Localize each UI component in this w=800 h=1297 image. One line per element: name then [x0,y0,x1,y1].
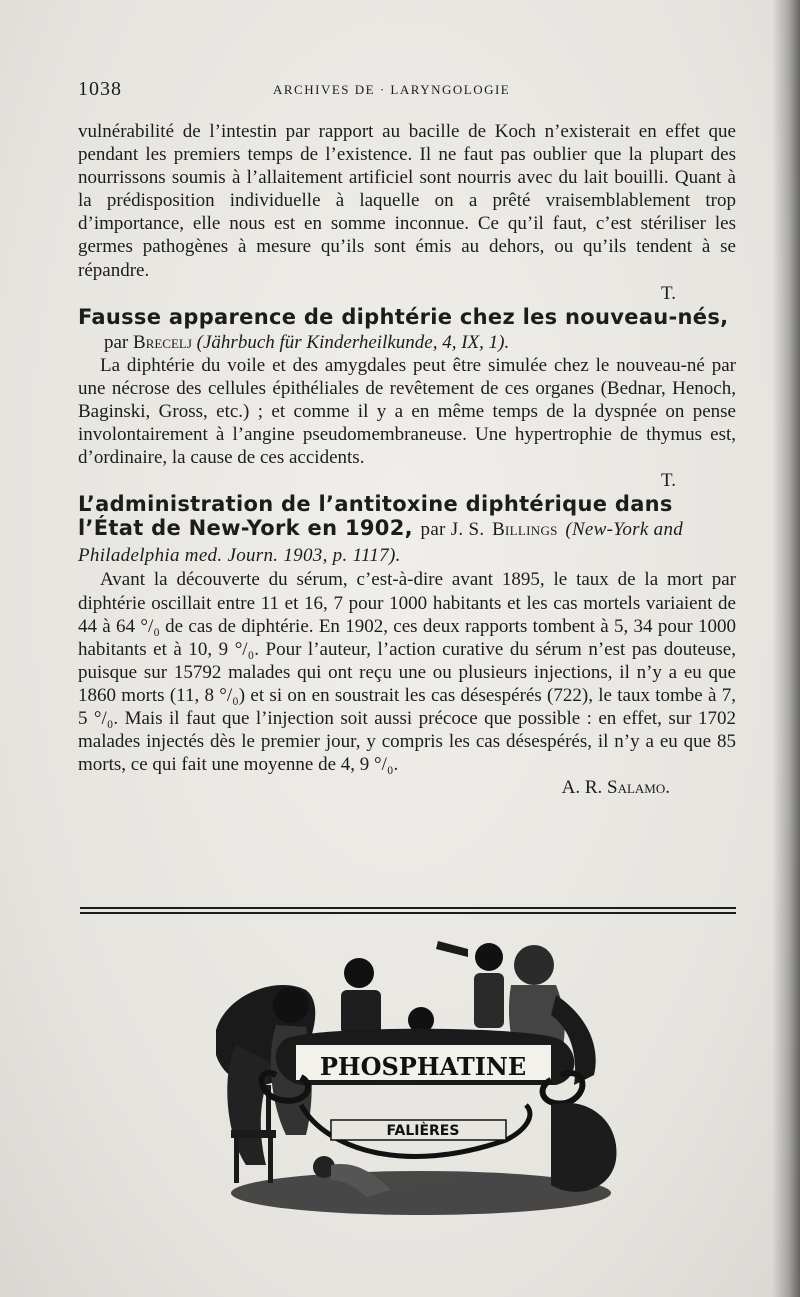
page-header [78,78,738,102]
paragraph-signature: T. [661,282,676,304]
rule-line [80,907,736,909]
source-citation: (Jährbuch für Kinderheilkunde, 4, IX, 1). [196,331,510,353]
advertisement-illustration [206,935,624,1230]
article-signature: T. [661,470,676,492]
page-number: 1038 [78,78,122,100]
binding-shadow [772,0,800,1297]
author-name: Brecelj [133,331,192,353]
source-citation: (New-York and Philadelphia med. Journ. 1903, p. 1117). [78,519,684,567]
double-rule [80,907,736,917]
article-body: La diphtérie du voile et des amygdales peut être simulée chez le nouveau-né par une nécrose des cellules épithéliales de revêtement de ces organes (Bednar, Henoch, Baginski, Gross, etc.) ; et comme il y a en même temps de la dyspnée on pense involontairement à l’angine pseudomembraneuse. Une hypertrophie de thymus est, d’ordinaire, la cause de ces accidents. [78,354,736,469]
rule-line [80,912,736,914]
article-byline [104,331,736,354]
continued-paragraph: vulnérabilité de l’intestin par rapport au bacille de Koch n’existerait en effet que pendant les premiers temps de l’existence. Il ne faut pas oublier que la plupart des nourrissons soumis à l’allaitement artificiel sont nourris avec du lait bouilli. Quant à la prédisposition individuelle à laquelle on a prêté vraisemblablement trop d’importance, elle nous est en somme inconnue. Ce qu’il faut, c’est stériliser les germes pathogènes à mesure qu’ils sont émis au dehors, ou qu’ils tendent à se répandre. [78,121,736,281]
signature-name: Salamo. [607,777,670,799]
running-head: ARCHIVES DE · LARYNGOLOGIE [273,82,511,97]
article-title-antitoxine [78,492,736,568]
article-title-fausse-apparence: Fausse apparence de diphtérie chez les nouveau-nés, [78,304,729,329]
ad-brand-text: PHOSPHATINE [319,1052,527,1081]
ad-subtitle-text: FALIÈRES [386,1123,460,1139]
byline-prefix: par J. S. [420,519,485,541]
signature-initials: A. R. [561,777,603,799]
byline-prefix: par [104,331,129,353]
article-body: Avant la découverte du sérum, c’est-à-dire avant 1895, le taux de la mort par diphtérie oscillait entre 11 et 16, 7 pour 1000 habitants et les cas mortels variaient de 44 à 64 °/₀ de cas de diphtérie. En 1902, ces deux rapports tombent à 5, 34 pour 1000 habitants et à 10, 9 °/₀. Pour l’auteur, l’action curative du sérum n’est pas douteuse, puisque sur 15792 malades qui ont reçu une ou plusieurs injections, il n’y a eu que 1860 morts (11, 8 °/₀) et si on en soustrait les cas désespérés (722), le taux tombe à 7, 5 °/₀. Mais il faut que l’injection soit aussi précoce que possible : en effet, sur 1702 malades injectés dès le premier jour, y compris les cas désespérés, il n’y a eu que 85 morts, ce qui fait une moyenne de 4, 9 °/₀. [78,569,736,776]
author-name: Billings [492,519,558,541]
phosphatine-advertisement [206,935,624,1230]
article-title-text: L’administration de l’antitoxine diphtérique dans l’État de New-York en 1902, [78,492,673,541]
article-signature [78,776,736,799]
page-body [78,120,736,799]
